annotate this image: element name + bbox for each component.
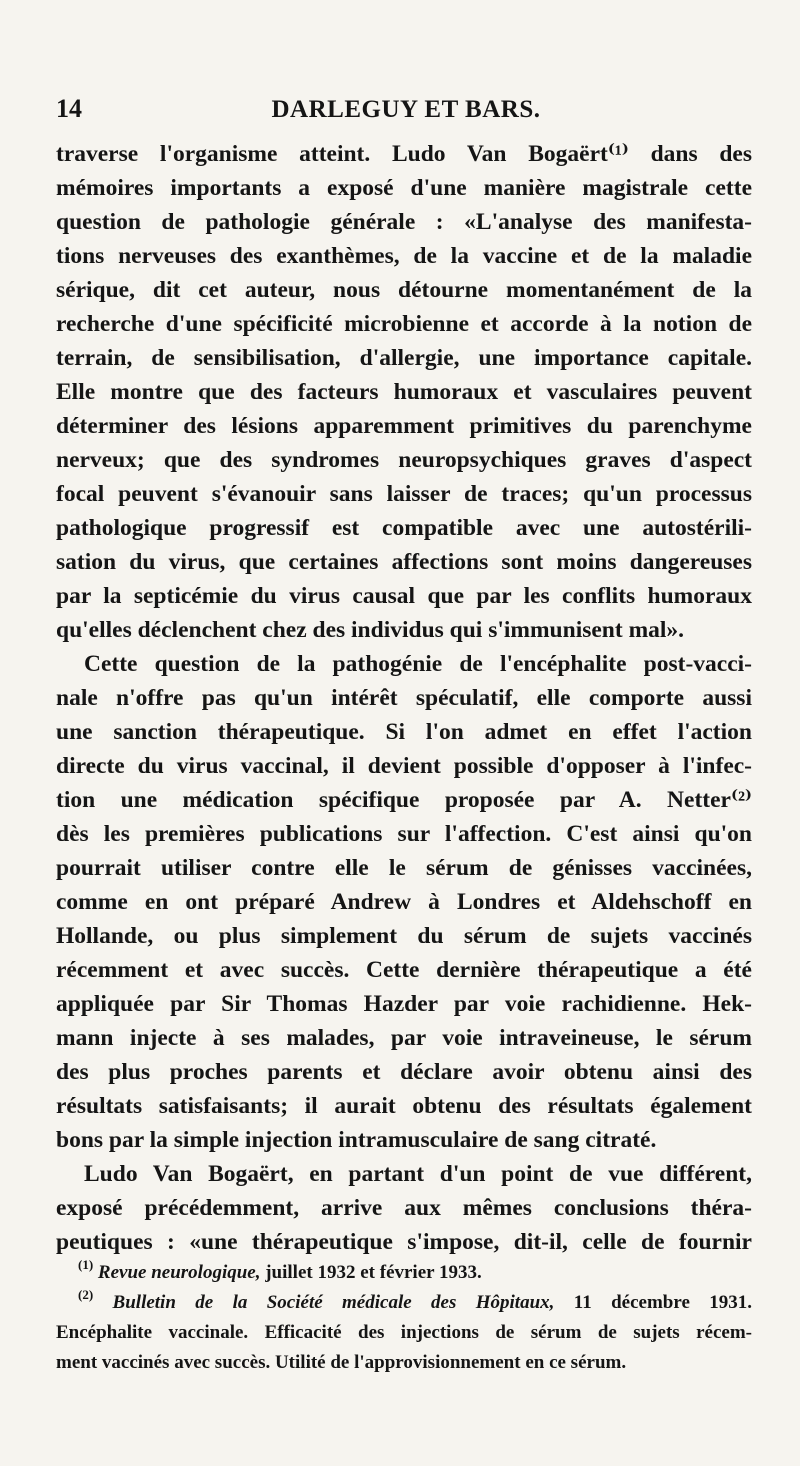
footnote-2-line-3: ment vaccinés avec succès. Utilité de l'approvisionnement en ce sérum. <box>56 1352 627 1373</box>
page-header <box>56 94 756 134</box>
text-line: traverse l'organisme atteint. Ludo Van Bogaërt⁽¹⁾ dans des <box>56 141 752 167</box>
text-line: sation du virus, que certaines affections sont moins dangereuses <box>56 549 752 575</box>
text-line: appliquée par Sir Thomas Hazder par voie rachidienne. Hek- <box>56 991 752 1017</box>
text-line: Cette question de la pathogénie de l'encéphalite post-vacci- <box>84 651 752 677</box>
text-line: sérique, dit cet auteur, nous détourne momentanément de la <box>56 277 752 303</box>
text-line: des plus proches parents et déclare avoir obtenu ainsi des <box>56 1059 752 1085</box>
text-line: bons par la simple injection intramusculaire de sang citraté. <box>56 1127 657 1153</box>
footnote-1 <box>56 1258 752 1288</box>
text-line: Hollande, ou plus simplement du sérum de sujets vaccinés <box>56 923 752 949</box>
text-line: pourrait utiliser contre elle le sérum de génisses vaccinées, <box>56 855 752 881</box>
text-line: comme en ont préparé Andrew à Londres et Aldehschoff en <box>56 889 752 915</box>
text-line: Ludo Van Bogaërt, en partant d'un point de vue différent, <box>84 1161 752 1187</box>
footnote-2 <box>56 1288 752 1318</box>
text-line: par la septicémie du virus causal que par les conflits humoraux <box>56 583 752 609</box>
text-line: récemment et avec succès. Cette dernière thérapeutique a été <box>56 957 752 983</box>
text-line: qu'elles déclenchent chez des individus qui s'immunisent mal». <box>56 617 685 643</box>
text-line: mann injecte à ses malades, par voie intraveineuse, le sérum <box>56 1025 752 1051</box>
footnote-text: 11 décembre 1931. <box>573 1292 752 1313</box>
text-line: une sanction thérapeutique. Si l'on admet en effet l'action <box>56 719 752 745</box>
text-line: déterminer des lésions apparemment primitives du parenchyme <box>56 413 752 439</box>
body-text <box>56 137 752 1259</box>
text-line: dès les premières publications sur l'affection. C'est ainsi qu'on <box>56 821 752 847</box>
text-line: peutiques : «une thérapeutique s'impose, dit-il, celle de fournir <box>56 1229 752 1255</box>
text-line: focal peuvent s'évanouir sans laisser de traces; qu'un processus <box>56 481 752 507</box>
text-line: pathologique progressif est compatible avec une autostérili- <box>56 515 752 541</box>
text-line: Elle montre que des facteurs humoraux et vasculaires peuvent <box>56 379 752 405</box>
text-line: nale n'offre pas qu'un intérêt spéculatif, elle comporte aussi <box>56 685 752 711</box>
running-title: DARLEGUY ET BARS. <box>271 96 541 123</box>
text-line: directe du virus vaccinal, il devient possible d'opposer à l'infec- <box>56 753 752 779</box>
text-line: question de pathologie générale : «L'analyse des manifesta- <box>56 209 752 235</box>
text-line: mémoires importants a exposé d'une manière magistrale cette <box>56 175 752 201</box>
text-line: tions nerveuses des exanthèmes, de la vaccine et de la maladie <box>56 243 752 269</box>
text-line: recherche d'une spécificité microbienne et accorde à la notion de <box>56 311 752 337</box>
footnote-source: Revue neurologique, <box>97 1262 261 1283</box>
footnote-text: juillet 1932 et février 1933. <box>265 1262 482 1283</box>
text-line: résultats satisfaisants; il aurait obtenu des résultats également <box>56 1093 752 1119</box>
text-line: nerveux; que des syndromes neuropsychiques graves d'aspect <box>56 447 752 473</box>
footnotes <box>56 1258 752 1378</box>
footnote-marker: (2) <box>78 1287 94 1302</box>
text-line: exposé précédemment, arrive aux mêmes conclusions théra- <box>56 1195 752 1221</box>
footnote-marker: (1) <box>78 1257 94 1272</box>
page-number: 14 <box>56 94 82 123</box>
footnote-source: Bulletin de la Société médicale des Hôpitaux, <box>112 1292 555 1313</box>
text-line: terrain, de sensibilisation, d'allergie, une importance capitale. <box>56 345 752 371</box>
text-line: tion une médication spécifique proposée par A. Netter⁽²⁾ <box>56 787 752 813</box>
footnote-2-line-2: Encéphalite vaccinale. Efficacité des injections de sérum de sujets récem- <box>56 1322 752 1343</box>
